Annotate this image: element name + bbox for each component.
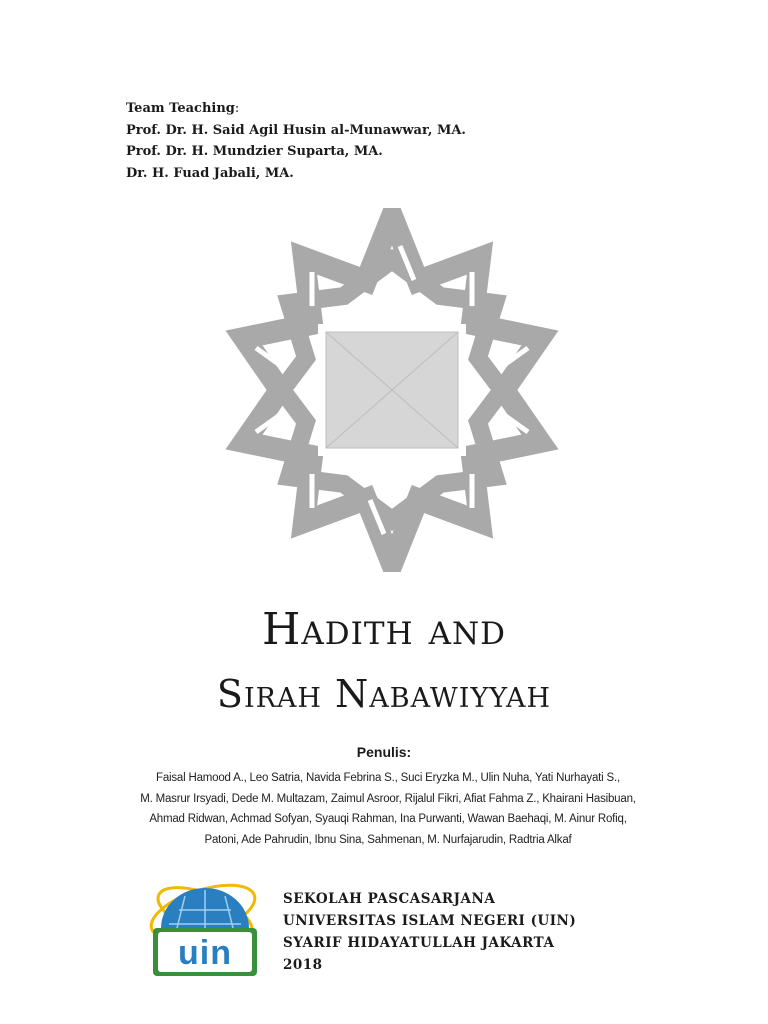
institution-line: SYARIF HIDAYATULLAH JAKARTA (283, 935, 555, 951)
team-member: Prof. Dr. H. Mundzier Suparta, MA. (126, 144, 383, 159)
authors-list (96, 768, 680, 850)
authors-line: Faisal Hamood A., Leo Satria, Navida Febrina S., Suci Eryzka M., Ulin Nuha, Yati Nurhayati S., (156, 772, 620, 784)
authors-line: Ahmad Ridwan, Achmad Sofyan, Syauqi Rahman, Ina Purwanti, Wawan Baehaqi, M. Ainur Rofiq, (149, 813, 627, 825)
authors-line: M. Masrur Irsyadi, Dede M. Multazam, Zaimul Asroor, Rijalul Fikri, Afiat Fahma Z., Khairani Hasibuan, (140, 792, 636, 805)
logo-text: uin (178, 934, 232, 972)
team-member: Dr. H. Fuad Jabali, MA. (126, 165, 294, 181)
interlaced-star-emblem (210, 208, 574, 572)
institution-line: SEKOLAH PASCASARJANA (283, 891, 496, 907)
penulis-label: Penulis: (356, 744, 412, 760)
team-teaching-colon: : (234, 101, 240, 116)
team-teaching-heading: Team Teaching (126, 101, 235, 116)
institution-block (283, 888, 576, 976)
book-title-line1: Hadith and (262, 604, 506, 655)
calligraphy-placeholder (318, 324, 466, 456)
team-member: Prof. Dr. H. Said Agil Husin al-Munawwar, MA. (126, 122, 466, 138)
uin-logo (145, 872, 263, 982)
book-title-line2: Sirah Nabawiyyah (216, 672, 552, 716)
institution-line: UNIVERSITAS ISLAM NEGERI (UIN) (283, 913, 577, 929)
publication-year: 2018 (283, 957, 323, 973)
authors-line: Patoni, Ade Pahrudin, Ibnu Sina, Sahmenan, M. Nurfajarudin, Radtria Alkaf (204, 833, 572, 846)
team-teaching-block (126, 98, 466, 184)
